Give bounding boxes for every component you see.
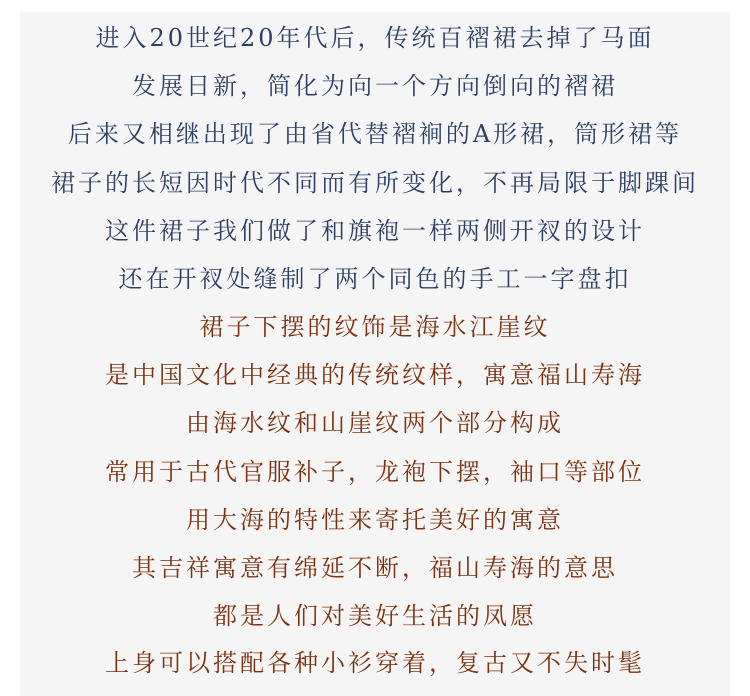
text-line-1: 进入20世纪20年代后，传统百褶裙去掉了马面	[95, 24, 655, 52]
text-line-8: 是中国文化中经典的传统纹样，寓意福山寿海	[105, 361, 645, 389]
text-line-9: 由海水纹和山崖纹两个部分构成	[186, 409, 564, 437]
text-line-7: 裙子下摆的纹饰是海水江崖纹	[199, 313, 551, 341]
text-line-2: 发展日新，简化为向一个方向倒向的褶裙	[132, 72, 618, 100]
text-line-13: 都是人们对美好生活的凤愿	[213, 602, 537, 630]
text-line-4: 裙子的长短因时代不同而有所变化，不再局限于脚踝间	[51, 169, 699, 197]
text-line-11: 用大海的特性来寄托美好的寓意	[186, 506, 564, 534]
text-line-5: 这件裙子我们做了和旗袍一样两侧开衩的设计	[105, 217, 645, 245]
text-line-12: 其吉祥寓意有绵延不断，福山寿海的意思	[132, 554, 618, 582]
text-line-3: 后来又相继出现了由省代替褶裥的A形裙，筒形裙等	[67, 120, 683, 148]
text-line-10: 常用于古代官服补子，龙袍下摆，袖口等部位	[105, 458, 645, 486]
text-line-6: 还在开衩处缝制了两个同色的手工一字盘扣	[118, 265, 632, 293]
text-line-14: 上身可以搭配各种小衫穿着，复古又不失时髦	[105, 649, 645, 677]
